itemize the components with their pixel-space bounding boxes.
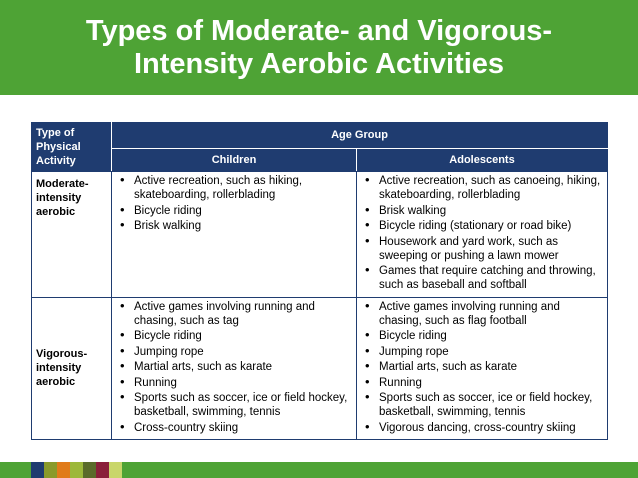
- vigorous-adolescents-cell: [357, 297, 608, 440]
- bullet-icon: •: [365, 327, 370, 342]
- list-item: [363, 342, 601, 359]
- bullet-icon: •: [365, 172, 370, 187]
- bullet-icon: •: [365, 373, 370, 389]
- list-item: [118, 342, 350, 359]
- list-item: [363, 360, 601, 374]
- list-item: [363, 201, 601, 218]
- list-item-text: Running: [379, 376, 422, 389]
- list-item-text: Games that require catching and throwing, such as baseball and softball: [379, 265, 596, 291]
- bullet-icon: •: [365, 418, 370, 434]
- footer-swatch: [109, 462, 122, 478]
- moderate-adolescents-list: [363, 174, 601, 292]
- list-item-text: Jumping rope: [379, 345, 449, 358]
- table-row: [32, 172, 608, 298]
- bullet-icon: •: [365, 342, 370, 358]
- vigorous-children-list: [118, 297, 350, 435]
- age-group-header: Age Group: [112, 123, 608, 149]
- list-item-text: Martial arts, such as karate: [379, 361, 518, 373]
- row-label-vigorous: Vigorous-intensity aerobic: [32, 297, 112, 440]
- bullet-icon: •: [120, 342, 125, 358]
- slide-header: [0, 0, 638, 95]
- type-of-activity-header: Type of Physical Activity: [32, 123, 112, 172]
- footer-swatch: [44, 462, 57, 478]
- list-item-text: Housework and yard work, such as sweeping or pushing a lawn mower: [379, 235, 559, 262]
- bullet-icon: •: [120, 172, 125, 187]
- bullet-icon: •: [365, 262, 370, 277]
- moderate-children-list: [118, 174, 350, 233]
- row-label-moderate: Moderate-intensity aerobic: [32, 172, 112, 298]
- moderate-children-cell: [112, 172, 357, 298]
- list-item: [118, 174, 350, 202]
- list-item-text: Sports such as soccer, ice or field hockey, basketball, swimming, tennis: [134, 392, 348, 418]
- list-item: [363, 329, 601, 343]
- list-item: [363, 418, 601, 435]
- children-header: Children: [112, 148, 357, 171]
- bullet-icon: •: [120, 373, 125, 389]
- bullet-icon: •: [120, 297, 125, 313]
- footer-swatch: [96, 462, 109, 478]
- list-item: [118, 418, 350, 435]
- bullet-icon: •: [365, 217, 370, 232]
- list-item: [363, 264, 601, 292]
- list-item-text: Bicycle riding: [379, 330, 447, 342]
- list-item-text: Bicycle riding: [134, 330, 202, 342]
- list-item-text: Active games involving running and chasing, such as tag: [134, 300, 315, 327]
- bullet-icon: •: [365, 297, 370, 313]
- list-item: [118, 360, 350, 374]
- bullet-icon: •: [120, 418, 125, 434]
- list-item-text: Active recreation, such as canoeing, hiking, skateboarding, rollerblading: [379, 175, 601, 201]
- moderate-adolescents-cell: [357, 172, 608, 298]
- list-item: [118, 391, 350, 419]
- bullet-icon: •: [120, 201, 125, 217]
- list-item-text: Brisk walking: [134, 220, 202, 232]
- bullet-icon: •: [365, 232, 370, 248]
- vigorous-adolescents-list: [363, 297, 601, 435]
- footer-swatch: [57, 462, 70, 478]
- list-item: [363, 232, 601, 263]
- bullet-icon: •: [365, 358, 370, 373]
- activity-table: [31, 122, 608, 440]
- list-item-text: Brisk walking: [379, 204, 447, 217]
- slide-title: Types of Moderate- and Vigorous-Intensity Aerobic Activities: [85, 14, 553, 80]
- list-item: [363, 297, 601, 328]
- list-item-text: Cross-country skiing: [134, 421, 239, 434]
- vigorous-children-cell: [112, 297, 357, 440]
- bullet-icon: •: [365, 201, 370, 217]
- list-item: [118, 201, 350, 218]
- list-item: [363, 219, 601, 233]
- adolescents-header: Adolescents: [357, 148, 608, 171]
- bullet-icon: •: [120, 327, 125, 342]
- bullet-icon: •: [365, 389, 370, 404]
- list-item: [118, 373, 350, 390]
- footer-swatch: [83, 462, 96, 478]
- list-item-text: Martial arts, such as karate: [134, 361, 273, 373]
- list-item-text: Bicycle riding (stationary or road bike): [379, 220, 572, 232]
- table-row: [32, 297, 608, 440]
- list-item: [118, 219, 350, 233]
- list-item-text: Bicycle riding: [134, 204, 202, 217]
- list-item-text: Jumping rope: [134, 345, 204, 358]
- footer-swatch: [31, 462, 44, 478]
- list-item: [118, 297, 350, 328]
- bullet-icon: •: [120, 389, 125, 404]
- list-item: [363, 391, 601, 419]
- list-item-text: Sports such as soccer, ice or field hockey, basketball, swimming, tennis: [379, 392, 593, 418]
- list-item-text: Active games involving running and chasing, such as flag football: [379, 300, 560, 327]
- bullet-icon: •: [120, 217, 125, 232]
- list-item: [363, 174, 601, 202]
- footer-swatch: [70, 462, 83, 478]
- list-item: [363, 373, 601, 390]
- list-item-text: Active recreation, such as hiking, skateboarding, rollerblading: [134, 175, 303, 201]
- list-item: [118, 329, 350, 343]
- bullet-icon: •: [120, 358, 125, 373]
- list-item-text: Running: [134, 376, 177, 389]
- list-item-text: Vigorous dancing, cross-country skiing: [379, 421, 576, 434]
